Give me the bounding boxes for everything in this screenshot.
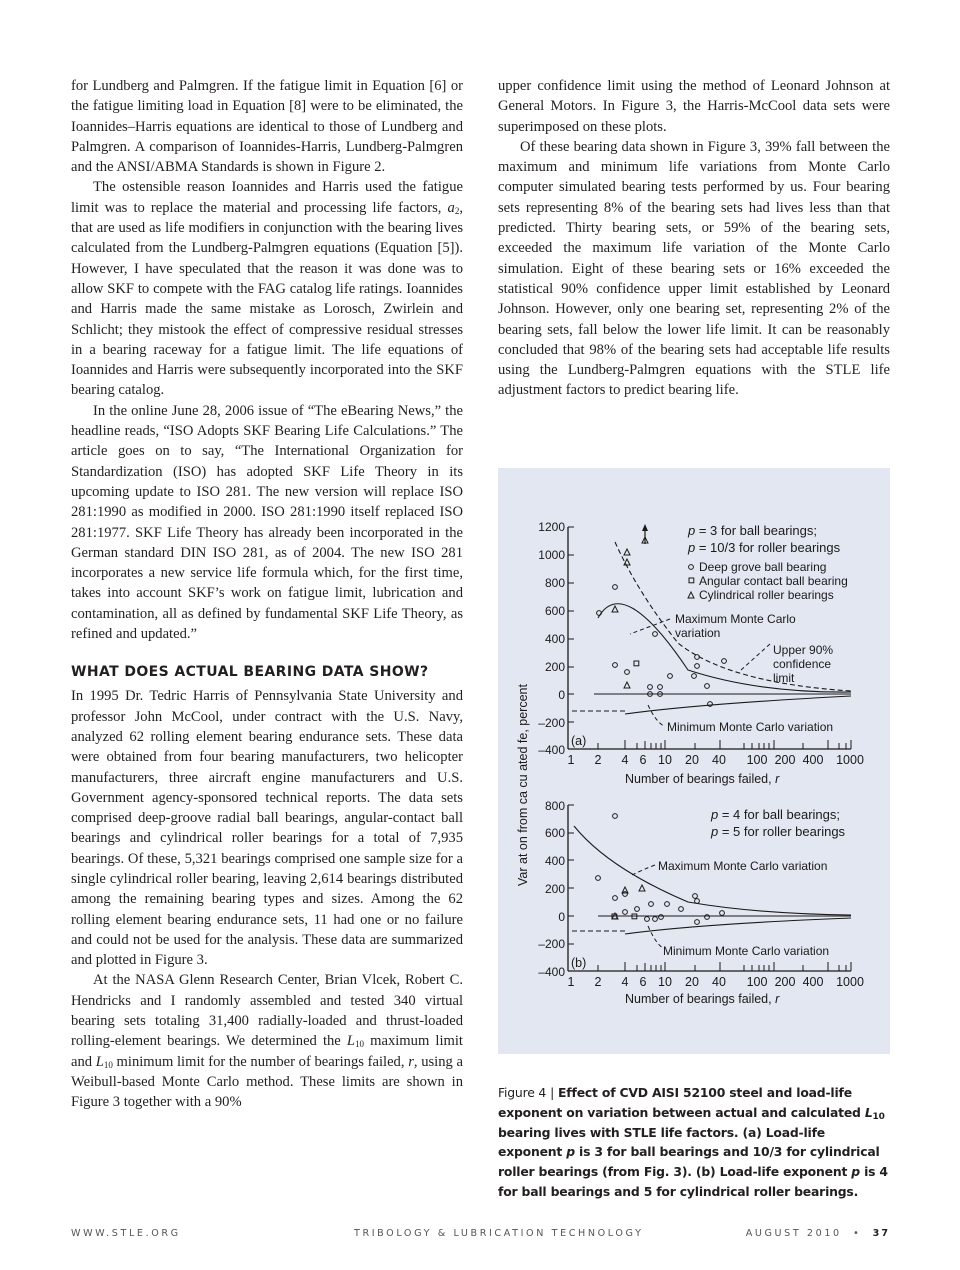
variable-a: a [447,199,455,216]
paragraph [71,970,463,1112]
min-label-b: Minimum Monte Carlo variation [663,944,830,958]
subscript: 10 [355,1039,365,1050]
y-tick-label: 400 [544,632,565,646]
page-number: 37 [872,1228,890,1239]
caption-text: bearing lives with STLE life factors. (a) Load-life exponent [498,1124,825,1160]
y-tick-label: 600 [544,604,565,618]
paragraph: upper confidence limit using the method of Leonard Johnson at General Motors. In Figure 3, the Harris-McCool data sets were superimposed on these plots. [498,78,890,135]
x-tick-label: 2 [594,753,602,767]
x-tick-label: 6 [639,753,647,767]
x-axis-label: Number of bearings failed, r [625,772,780,786]
paragraph: Of these bearing data shown in Figure 3, 39% fall between the maximum and minimum life variations from Monte Carlo computer simulated bearing tests performed by us. Four bearing sets representing 8% of the bearing sets had lives less than that predicted. Thirty bearing sets, or 59% of the bearing sets, exceeded the maximum life variation of the Monte Carlo simulation. Eight of these bearing sets or 16% exceeded the statistical 90% confidence upper limit established by Leonard Johnson. However, only one bearing set, representing 2% of the bearing sets, fall below the lower life limit. It can be reasonably concluded that 98% of the bearing sets had acceptable life results using the Lundberg-Palmgren equations with the STLE life adjustment factors to predict bearing life. [498,138,890,399]
x-tick-label: 20 [685,753,699,767]
y-tick-label: 400 [544,854,565,868]
max-label-b: Maximum Monte Carlo variation [658,859,828,873]
figure-4 [498,468,890,1054]
caption-text: is 3 for ball bearings and 10/3 for cylindrical roller bearings (from Fig. 3). (b) Load-life exponent [498,1144,880,1180]
panel-b [538,799,864,1006]
legend-triangle-icon [688,592,694,598]
y-tick-label: 1200 [538,520,565,534]
y-tick-label: –400 [538,743,565,757]
caption-text: Effect of CVD AISI 52100 steel and load-life exponent on variation between actual and calculated [498,1085,865,1120]
x-tick-label: 200 [774,975,796,989]
footer-date-page [746,1228,890,1239]
y-tick-label: –200 [538,716,565,730]
y-ticks [568,805,574,944]
x-tick-label: 100 [746,753,768,767]
figure-caption [498,1083,893,1202]
x-tick-label: 10 [658,975,672,989]
text-span: The ostensible reason Ioannides and Harris used the fatigue limit was to replace the material and processing life factors, [71,179,463,216]
section-heading: WHAT DOES ACTUAL BEARING DATA SHOW? [71,664,429,681]
text-span: minimum limit for the number of bearings failed, [112,1053,409,1070]
legend-angular: Angular contact ball bearing [699,574,848,588]
panel-a-tag: (a) [571,734,587,748]
caption-separator: | [550,1085,555,1100]
y-axis-label: Var at on from ca cu ated fe, percent [516,684,530,886]
figure-label: Figure 4 [498,1085,547,1100]
caption-text: is 4 for ball bearings and 5 for cylindrical roller bearings. [498,1164,888,1199]
x-tick-label: 200 [774,753,796,767]
min-label-a: Minimum Monte Carlo variation [667,720,834,734]
max-label-a: variation [675,626,721,640]
legend-square-icon [689,578,694,583]
legend [688,560,848,602]
legend-deep-groove: Deep grove ball bearing [699,560,827,574]
variable-l: L [346,1033,356,1050]
x-tick-label: 1000 [836,975,864,989]
x-ticks [568,740,851,749]
exponent-label-a1: p = 3 for ball bearings; [688,523,818,538]
x-axis-label: Number of bearings failed, r [625,992,780,1006]
right-column [498,76,890,401]
subscript: 10 [103,1059,113,1070]
left-column [71,76,463,1113]
y-tick-label: 600 [544,826,565,840]
panel-b-tag: (b) [571,956,587,970]
y-tick-label: 0 [558,688,565,702]
x-tick-label: 1 [567,753,575,767]
y-tick-label: –400 [538,965,565,979]
exponent-label-b2: p = 5 for roller bearings [711,824,846,839]
min-monte-carlo-curve [625,918,851,934]
x-tick-label: 20 [685,975,699,989]
paragraph [71,177,463,400]
footer-bullet: • [853,1228,862,1239]
x-tick-label: 1 [567,975,575,989]
y-ticks [568,527,574,722]
arrow-head-icon [642,524,648,531]
x-tick-label: 2 [594,975,602,989]
min-monte-carlo-curve [625,696,851,714]
variable-l: L [95,1053,104,1070]
x-tick-label: 400 [802,975,824,989]
x-tick-label: 10 [658,753,672,767]
x-tick-label: 4 [621,975,629,989]
footer-website: WWW.STLE.ORG [71,1228,181,1239]
x-tick-label: 100 [746,975,768,989]
leader-line [648,705,664,726]
x-ticks [568,962,851,971]
y-tick-label: 800 [544,576,565,590]
max-label-a: Maximum Monte Carlo [675,612,796,626]
variable-p: p [851,1164,860,1180]
text-span: , that are used as life modifiers in conjunction with the bearing lives calculated from the Lundberg-Palmgren equations (Equation [5]). However, I have speculated that the reason it was done was to allow SKF to compete with the FAG catalog life ratings. Ioannides and Harris made the same mistake as Lorosch, Zwirlein and Schlicht; they mistook the effect of compressive residual stresses in a bearing raceway for a fatigue limit. The life equations of Ioannides and Harris were subsequently incorporated into the SKF bearing catalog. [71,199,463,399]
variable-r: r [408,1053,414,1070]
y-tick-label: –200 [538,937,565,951]
text-span: maximum limit and [71,1033,463,1070]
footer-date: AUGUST 2010 [745,1228,842,1239]
x-tick-label: 40 [712,975,726,989]
x-tick-label: 1000 [836,753,864,767]
x-tick-label: 6 [639,975,647,989]
footer-journal: TRIBOLOGY & LUBRICATION TECHNOLOGY [354,1228,644,1239]
y-tick-label: 800 [544,799,565,813]
leader-line [741,644,770,670]
paragraph: In 1995 Dr. Tedric Harris of Pennsylvania State University and professor John McCool, under contract with the U.S. Navy, analyzed 62 rolling element bearing endurance sets. These data were obtained from four bearing manufacturers, two helicopter manufacturers, three aircraft engine manufacturers and U.S. Government agency-sponsored technical reports. The data sets comprised deep-groove radial ball bearings, angular-contact ball bearings and cylindrical roller bearings for a total of 7,935 bearings. Of these, 5,321 bearings comprised one sample size for a single cylindrical roller bearing, leaving 2,614 bearings distributed among the remaining bearing types and sizes. Among the 62 rolling element bearing endurance sets, 11 had one or no failure and could not be used for the analysis. These data are summarized and plotted in Figure 3. [71,688,463,969]
leader-line [632,865,655,875]
x-tick-label: 4 [621,753,629,767]
x-tick-label: 400 [802,753,824,767]
paragraph: for Lundberg and Palmgren. If the fatigue limit in Equation [6] or the fatigue limiting load in Equation [8] were to be eliminated, the Ioannides–Harris equations are identical to those of Lundberg and Palmgren. A comparison of Ioannides-Harris, Lundberg-Palmgren and the ANSI/ABMA Standards is shown in Figure 2. [71,78,463,176]
exponent-label-a2: p = 10/3 for roller bearings [688,540,841,555]
variable-l: L [864,1104,873,1120]
text-span: At the NASA Glenn Research Center, Brian Vlcek, Robert C. Hendricks and I randomly assembled and tested 340 virtual bearing sets totaling 31,400 radially-loaded and thrust-loaded rolling-element bearings. We determined the [71,972,463,1050]
angular-contact-points [634,661,639,666]
panel-a [538,520,864,786]
exponent-label-b1: p = 4 for ball bearings; [711,807,841,822]
upper-label: Upper 90% [773,643,834,657]
y-tick-label: 0 [558,910,565,924]
upper-label: confidence [773,657,832,671]
y-tick-label: 200 [544,882,565,896]
variable-p: p [566,1144,575,1160]
subscript: 10 [872,1111,885,1122]
subscript: 2 [454,205,460,216]
y-tick-label: 1000 [538,548,565,562]
y-tick-label: 200 [544,660,565,674]
upper-label: limit [773,671,795,685]
paragraph: In the online June 28, 2006 issue of “The eBearing News,” the headline reads, “ISO Adopts SKF Bearing Life Calculations.” The article goes on to say, “The International Organization for Standardization (ISO) has adopted SKF Life Theory in its upcoming update to ISO 281. The new version will replace ISO 281:1990 as modified in 2000. ISO 281:1990 itself replaced ISO 281:1977. SKF Life Theory has already been incorporated in the German standard DIN ISO 281, as of 2004. The new ISO 281 incorporates a new service life formula which, for the first time, takes into account SKF’s work on fatigue limit, lubrication and contamination, all as defined by fundamental SKF Life Theory, as refined and updated.” [71,402,463,643]
text-span: , using a Weibull-based Monte Carlo method. These limits are shown in Figure 3 together with a 90% [71,1053,463,1111]
legend-cylindrical: Cylindrical roller bearings [699,588,834,602]
deep-groove-points [597,585,727,707]
legend-circle-icon [689,565,694,570]
figure-diagram [498,468,890,1054]
x-tick-label: 40 [712,753,726,767]
